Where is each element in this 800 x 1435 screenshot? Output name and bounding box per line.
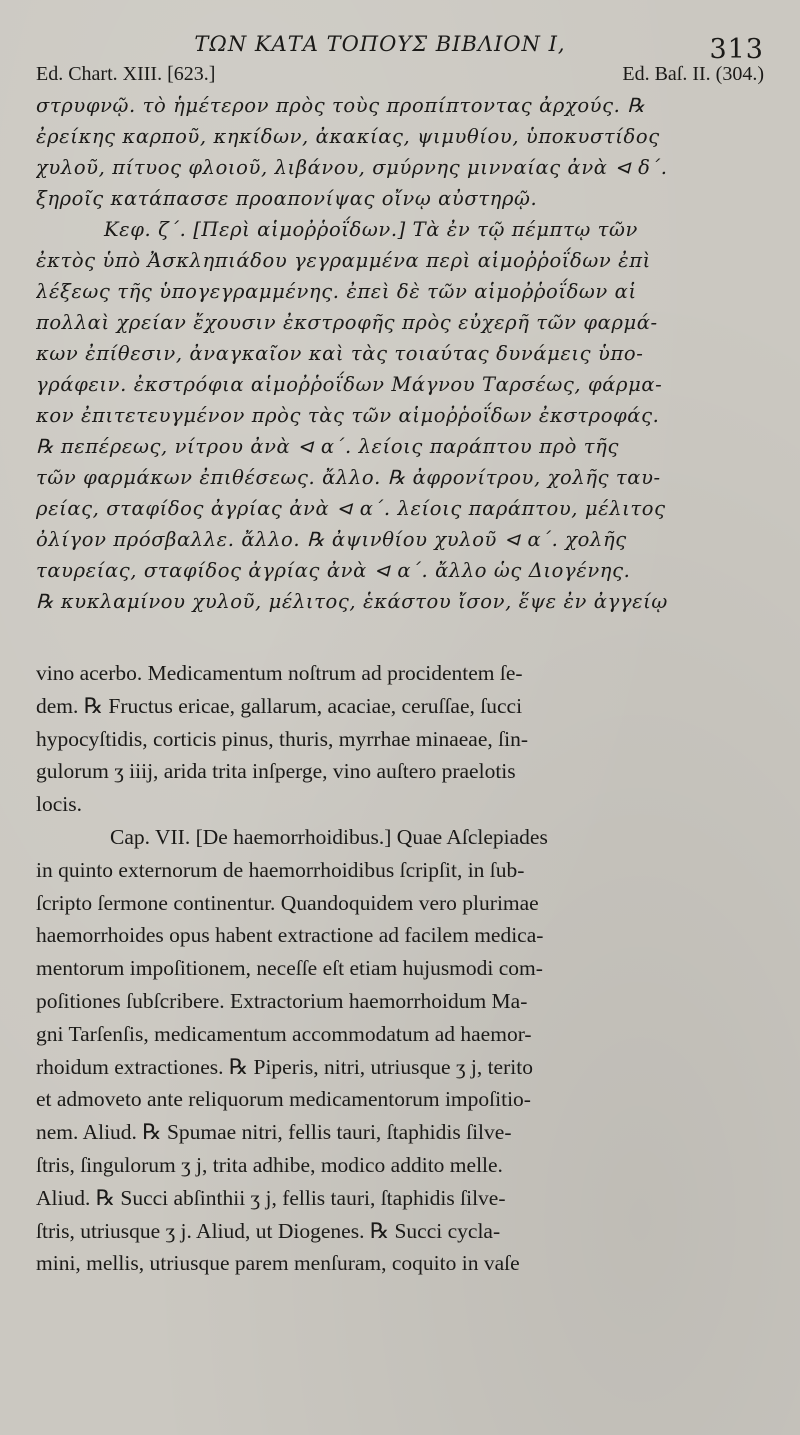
greek-line: ℞ κυκλαμίνου χυλοῦ, μέλιτος, ἑκάστου ἴσον, ἕψε ἐν ἀγγείῳ (36, 590, 668, 613)
running-title: ΤΩΝ ΚΑΤΑ ΤΟΠΟΥΣ ΒΙΒΛΙΟΝ Ι, (194, 32, 566, 56)
page-number: 313 (709, 34, 764, 65)
greek-line: ρείας, σταφίδος ἀγρίας ἀνὰ ⊲ α΄. λείοις παράπτου, μέλιτος (36, 497, 666, 520)
latin-line: gulorum ʒ iiij, arida trita inſperge, vino auſtero praelotis (36, 759, 516, 784)
running-head (36, 26, 764, 65)
greek-line: γράφειν. ἐκστρόφια αἱμοῤῥοΐδων Μάγνου Ταρσέως, φάρμα- (36, 373, 663, 396)
greek-line: ἐρείκης καρποῦ, κηκίδων, ἀκακίας, ψιμυθίου, ὑποκυστίδος (36, 125, 660, 148)
latin-line: ſcripto ſermone continentur. Quandoquidem vero plurimae (36, 890, 539, 915)
greek-line: ℞ πεπέρεως, νίτρου ἀνὰ ⊲ α΄. λείοις παράπτου πρὸ τῆς (36, 435, 619, 458)
latin-text-block (36, 657, 764, 1280)
greek-chapter-heading-line: Κεφ. ζ΄. [Περὶ αἱμοῤῥοΐδων.] Τὰ ἐν τῷ πέμπτῳ τῶν (104, 218, 638, 241)
latin-line: gni Tarſenſis, medicamentum accommodatum ad haemor- (36, 1021, 532, 1046)
latin-line: mentorum impoſitionem, neceſſe eſt etiam hujusmodi com- (36, 956, 543, 981)
latin-line: et admoveto ante reliquorum medicamentorum impoſitio- (36, 1087, 531, 1112)
edition-reference-line (36, 60, 764, 88)
greek-line: λέξεως τῆς ὑπογεγραμμένης. ἐπεὶ δὲ τῶν αἱμοῤῥοΐδων αἱ (36, 280, 637, 303)
greek-line: στρυφνῷ. τὸ ἡμέτερον πρὸς τοὺς προπίπτοντας ἀρχούς. ℞ (36, 94, 646, 117)
latin-chapter-heading-line: Cap. VII. [De haemorrhoidibus.] Quae Aſclepiades (110, 824, 548, 849)
latin-line: poſitiones ſubſcribere. Extractorium haemorrhoidum Ma- (36, 988, 528, 1013)
greek-line: χυλοῦ, πίτυος φλοιοῦ, λιβάνου, σμύρνης μινναίας ἀνὰ ⊲ δ΄. (36, 156, 668, 179)
latin-line: ſtris, ſingulorum ʒ j, trita adhibe, modico addito melle. (36, 1152, 503, 1177)
latin-line: ſtris, utriusque ʒ j. Aliud, ut Diogenes. ℞ Succi cycla- (36, 1218, 501, 1243)
greek-line: ταυρείας, σταφίδος ἀγρίας ἀνὰ ⊲ α΄. ἄλλο ὡς Διογένης. (36, 559, 631, 582)
latin-line: rhoidum extractiones. ℞ Piperis, nitri, utriusque ʒ j, terito (36, 1054, 533, 1079)
latin-line: hypocyſtidis, corticis pinus, thuris, myrrhae minaeae, ſin- (36, 726, 529, 751)
latin-line: haemorrhoides opus habent extractione ad facilem medica- (36, 923, 544, 948)
latin-line: locis. (36, 792, 82, 817)
greek-line: κων ἐπίθεσιν, ἀναγκαῖον καὶ τὰς τοιαύτας δυνάμεις ὑπο- (36, 342, 644, 365)
greek-line: τῶν φαρμάκων ἐπιθέσεως. ἄλλο. ℞ ἀφρονίτρου, χολῆς ταυ- (36, 466, 661, 489)
latin-line: nem. Aliud. ℞ Spumae nitri, fellis tauri, ſtaphidis ſilve- (36, 1120, 512, 1145)
greek-line: πολλαὶ χρείαν ἔχουσιν ἐκστροφῆς πρὸς εὐχερῆ τῶν φαρμά- (36, 311, 658, 334)
latin-line: vino acerbo. Medicamentum noſtrum ad procidentem ſe- (36, 661, 523, 685)
greek-line: ἐκτὸς ὑπὸ Ἀσκληπιάδου γεγραμμένα περὶ αἱμοῤῥοΐδων ἐπὶ (36, 249, 651, 272)
latin-line: in quinto externorum de haemorrhoidibus ſcripſit, in ſub- (36, 857, 525, 882)
greek-line: ξηροῖς κατάπασσε προαπονίψας οἴνῳ αὐστηρῷ. (36, 187, 538, 210)
greek-line: κον ἐπιτετευγμένον πρὸς τὰς τῶν αἱμοῤῥοΐδων ἐκστροφάς. (36, 404, 660, 427)
greek-text-block (36, 90, 764, 617)
greek-line: ὀλίγον πρόσβαλλε. ἄλλο. ℞ ἀψινθίου χυλοῦ ⊲ α΄. χολῆς (36, 528, 627, 551)
edition-chartier: Ed. Chart. XIII. [623.] (36, 63, 216, 85)
latin-line: Aliud. ℞ Succi abſinthii ʒ j, fellis tauri, ſtaphidis ſilve- (36, 1185, 506, 1210)
edition-basel: Ed. Baſ. II. (304.) (622, 63, 764, 85)
latin-line: mini, mellis, utriusque parem menſuram, coquito in vaſe (36, 1251, 520, 1276)
latin-line: dem. ℞ Fructus ericae, gallarum, acaciae, ceruſſae, ſucci (36, 693, 523, 718)
